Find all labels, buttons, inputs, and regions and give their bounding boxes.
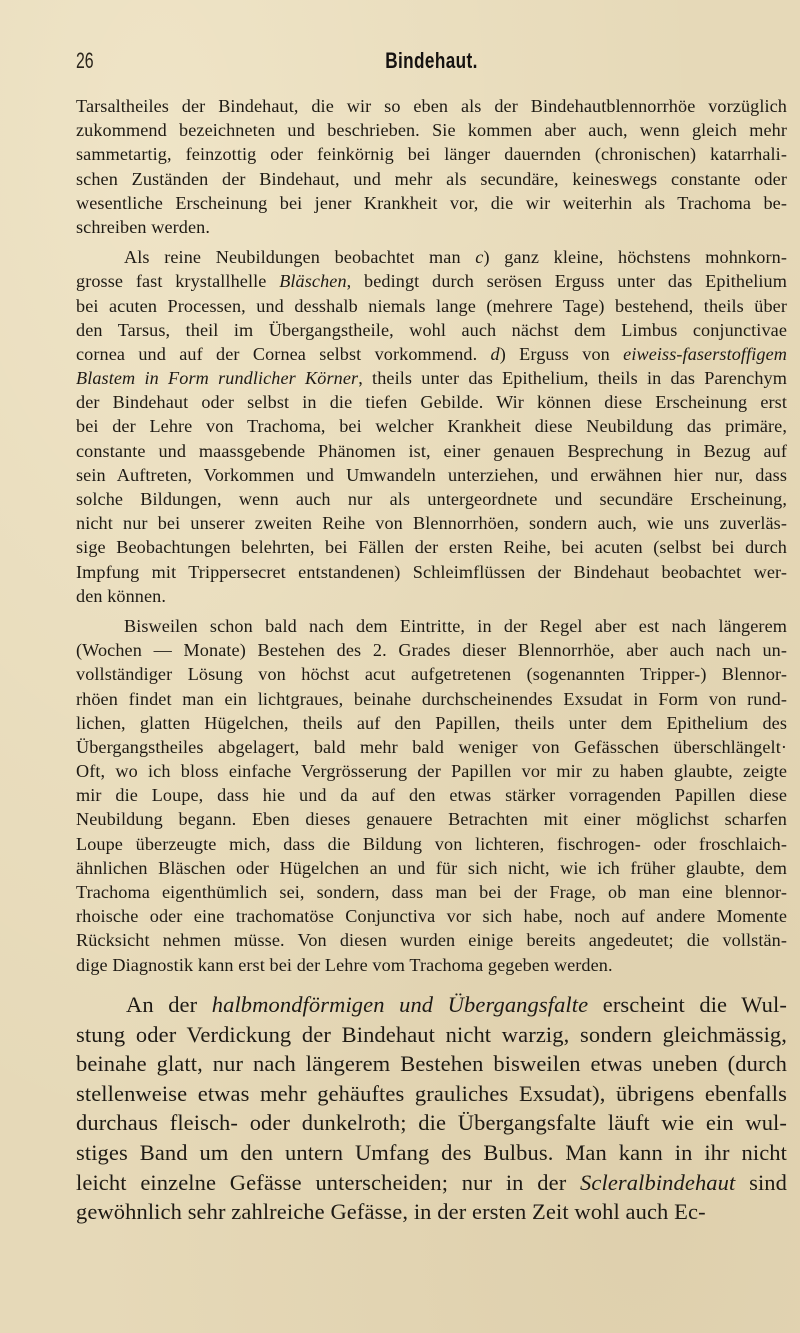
text-line: den Tarsus, theil im Übergangstheile, wohl auch nächst dem Limbus conjunctivae [76,319,787,340]
text-line: Rücksicht nehmen müsse. Von diesen wurden einige bereits angedeutet; die vollstän- [76,930,787,951]
text-line: Als reine Neubildungen beobachtet man c) ganz kleine, höchstens mohnkorn- [124,247,788,268]
text-line: rhöen findet man ein lichtgraues, beinahe durchscheinendes Exsudat in Form von rund- [76,688,787,709]
text-line: rhoische oder eine trachomatöse Conjunctiva vor sich habe, noch auf andere Momente [76,906,787,927]
italic-emphasis: Bläschen [279,271,347,292]
text-line: (Wochen — Monate) Bestehen des 2. Grades dieser Blennorrhöe, aber auch nach un- [76,640,787,661]
text-line: sammetartig, feinzottig oder feinkörnig bei länger dauernden (chronischen) katarrhali- [76,144,787,165]
italic-emphasis: eiweiss-faserstoffigem [623,343,787,364]
text-line: Neubildung begann. Eben dieses genauere Betrachten mit einer möglichst scharfen [76,809,787,830]
text-line: Oft, wo ich bloss einfache Vergrösserung der Papillen vor mir zu haben glaubte, zeigte [76,761,787,782]
italic-emphasis: d [490,343,500,364]
text-line: leicht einzelne Gefässe unterscheiden; nur in der Scleralbindehaut sind [76,1169,788,1195]
text-line: Bisweilen schon bald nach dem Eintritte, in der Regel aber est nach längerem [124,615,787,636]
italic-emphasis: Scleralbindehaut [580,1169,736,1195]
text-line: An der halbmondförmigen und Übergangsfalte erscheint die Wul- [126,992,787,1017]
text-line: Tarsaltheiles der Bindehaut, die wir so eben als der Bindehautblennorrhöe vorzüglich [76,96,787,116]
text-line: schen Zuständen der Bindehaut, und mehr als secundäre, keineswegs constante oder [76,168,787,189]
text-line: sige Beobachtungen belehrten, bei Fällen der ersten Reihe, bei acuten (selbst bei durch [76,537,787,558]
text-line: vollständiger Lösung von höchst acut aufgetretenen (sogenannten Tripper-) Blennor- [76,664,787,685]
text-line: grosse fast krystallhelle Bläschen, bedingt durch serösen Erguss unter das Epithelium [76,271,787,292]
text-line: den können. [76,585,166,606]
running-head: Bindehaut. [385,48,478,73]
text-line: Impfung mit Trippersecret entstandenen) Schleimflüssen der Bindehaut beobachtet wer- [76,561,787,582]
text-line: bei der Lehre von Trachoma, bei welcher Krankheit diese Neubildung das primäre, [76,416,787,437]
paragraph [76,990,787,1227]
large-print-paragraph [76,990,787,1227]
text-line: Loupe überzeugte mich, dass die Bildung von lichteren, fischrogen- oder froschlaich- [76,833,787,854]
paragraph [76,245,787,608]
text-line: Trachoma eigenthümlich sei, sondern, dass man bei der Frage, ob man eine blennor- [76,882,787,902]
text-line: stung oder Verdickung der Bindehaut nicht warzig, sondern gleichmässig, [76,1021,787,1047]
text-line: dige Diagnostik kann erst bei der Lehre vom Trachoma gegeben werden. [76,954,613,975]
text-line: stiges Band um den untern Umfang des Bulbus. Man kann in ihr nicht [76,1139,787,1165]
text-line: durchaus fleisch- oder dunkelroth; die Übergangsfalte läuft wie ein wul- [76,1110,787,1136]
text-line: gewöhnlich sehr zahlreiche Gefässe, in der ersten Zeit wohl auch Ec- [76,1199,706,1225]
text-line: sein Auftreten, Vorkommen und Umwandeln unterziehen, und erwähnen hier nur, dass [76,464,787,485]
text-line: mir die Loupe, dass hie und da auf den etwas stärker vorragenden Papillen diese [76,785,787,806]
text-line: ähnlichen Bläschen oder Hügelchen an und für sich nicht, wie ich früher glaubte, dem [76,857,787,878]
text-line: stellenweise etwas mehr gehäuftes grauliches Exsudat), übrigens ebenfalls [76,1080,787,1106]
text-line: nicht nur bei unserer zweiten Reihe von Blennorrhöen, sondern auch, wie uns zuverläs- [76,513,787,534]
paragraph [76,94,787,239]
text-line: schreiben werden. [76,216,211,237]
italic-emphasis: halbmondförmigen und Übergangsfalte [211,992,589,1017]
text-line: wesentliche Erscheinung bei jener Krankheit vor, die wir weiterhin als Trachoma be- [76,192,787,213]
text-line: constante und maassgebende Phänomen ist, einer genauen Besprechung in Bezug auf [76,440,787,461]
text-line: Übergangstheiles abgelagert, bald mehr bald weniger von Gefässchen überschlängelt· [76,736,787,757]
text-line: solche Bildungen, wenn auch nur als untergeordnete und secundäre Erscheinung, [76,489,787,509]
italic-emphasis: Blastem in Form rundlicher Körner [76,368,359,389]
italic-emphasis: c [475,247,484,268]
page-number: 26 [76,48,94,73]
body-text [76,94,787,977]
text-line: Blastem in Form rundlicher Körner, theils unter das Epithelium, theils in das Parenchym [76,368,787,389]
text-line: der Bindehaut oder selbst in die tiefen Gebilde. Wir können diese Erscheinung erst [76,392,787,413]
text-line: cornea und auf der Cornea selbst vorkommend. d) Erguss von eiweiss-faserstoffigem [76,343,787,364]
text-line: lichen, glatten Hügelchen, theils auf den Papillen, theils unter dem Epithelium des [76,712,787,733]
page-header [76,48,787,78]
text-line: bei acuten Processen, und desshalb niemals lange (mehrere Tage) bestehend, theils über [76,295,787,316]
paragraph [76,614,787,977]
text-line: beinahe glatt, nur nach längerem Bestehen bisweilen etwas uneben (durch [76,1051,787,1077]
text-line: zukommend bezeichneten und beschrieben. Sie kommen aber auch, wenn gleich mehr [76,120,787,141]
